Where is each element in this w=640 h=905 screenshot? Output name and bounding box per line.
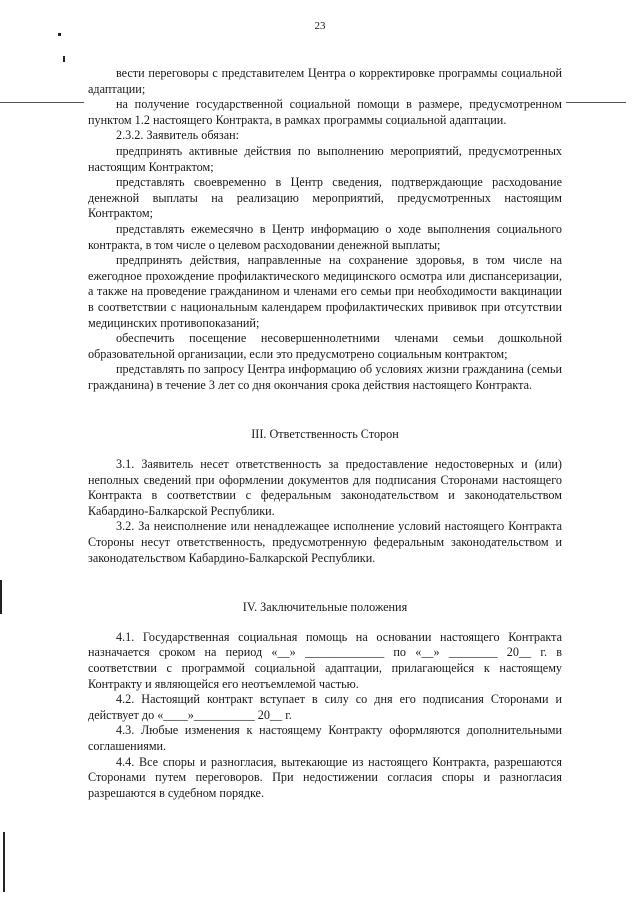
scan-dash-line bbox=[0, 102, 84, 103]
section-3-paragraph: 3.1. Заявитель несет ответственность за предоставление недостоверных и (или) неполных сведений при оформлении документов для подписания Сторонами настоящего Контракта в соответствии с федеральным законодательством и законодательством Кабардино-Балкарской Республики. bbox=[88, 457, 562, 518]
scan-mark bbox=[0, 580, 2, 614]
scan-mark bbox=[3, 832, 5, 892]
section-4-paragraph: 4.2. Настоящий контракт вступает в силу со дня его подписания Сторонами и действует до «____»__________ 20__ г. bbox=[88, 692, 562, 722]
item-7: обеспечить посещение несовершеннолетними членами семьи дошкольной образовательной организации, если это предусмотрено социальным контрактом; bbox=[88, 331, 562, 361]
item-4: представлять своевременно в Центр сведения, подтверждающие расходование денежной выплаты на реализацию мероприятий, предусмотренных настоящим Контрактом; bbox=[88, 175, 562, 221]
scan-mark bbox=[58, 33, 61, 36]
scan-mark bbox=[63, 56, 65, 62]
item-3: предпринять активные действия по выполнению мероприятий, предусмотренных настоящим Контрактом; bbox=[88, 143, 562, 174]
section-4-paragraph: 4.4. Все споры и разногласия, вытекающие из настоящего Контракта, разрешаются Сторонами путем переговоров. При недостижении согласия споры и разногласия разрешаются в судебном порядке. bbox=[88, 754, 562, 800]
item-8: представлять по запросу Центра информацию об условиях жизни гражданина (семьи гражданина) в течение 3 лет со дня окончания срока действия настоящего Контракта. bbox=[88, 362, 562, 392]
section-3-heading: III. Ответственность Сторон bbox=[251, 427, 399, 442]
document-body bbox=[88, 66, 562, 801]
item-6: предпринять действия, направленные на сохранение здоровья, в том числе на ежегодное прохождение профилактического медицинского осмотра или диспансеризации, а также на проведение гражданином и членами его семьи при необходимости вакцинации в соответствии с национальным календарем профилактических прививок при отсутствии медицинских противопоказаний; bbox=[88, 253, 562, 330]
page-number: 23 bbox=[314, 20, 326, 32]
item-2: 2.3.2. Заявитель обязан: bbox=[116, 128, 240, 143]
section-4-paragraph: 4.3. Любые изменения к настоящему Контракту оформляются дополнительными соглашениями. bbox=[88, 723, 562, 753]
scan-dash-line bbox=[566, 102, 626, 103]
section-4-paragraph: 4.1. Государственная социальная помощь на основании настоящего Контракта назначается сроком на период «__» _____________ по «__» ________ 20__ г. в соответствии с программой социальной адаптации, прилагающейся к настоящему Контракту и являющейся его неотъемлемой частью. bbox=[88, 629, 562, 691]
section-4-heading: IV. Заключительные положения bbox=[242, 600, 408, 615]
section-3-paragraph: 3.2. За неисполнение или ненадлежащее исполнение условий настоящего Контракта Стороны несут ответственность, предусмотренную федеральным законодательством и законодательством Кабардино-Балкарской Республики. bbox=[88, 519, 562, 565]
item-1: на получение государственной социальной помощи в размере, предусмотренном пунктом 1.2 настоящего Контракта, в рамках программы социальной адаптации. bbox=[88, 97, 562, 127]
item-5: представлять ежемесячно в Центр информацию о ходе выполнения социального контракта, в том числе о целевом расходовании денежной выплаты; bbox=[88, 221, 562, 252]
item-0: вести переговоры с представителем Центра о корректировке программы социальной адаптации; bbox=[88, 66, 562, 96]
